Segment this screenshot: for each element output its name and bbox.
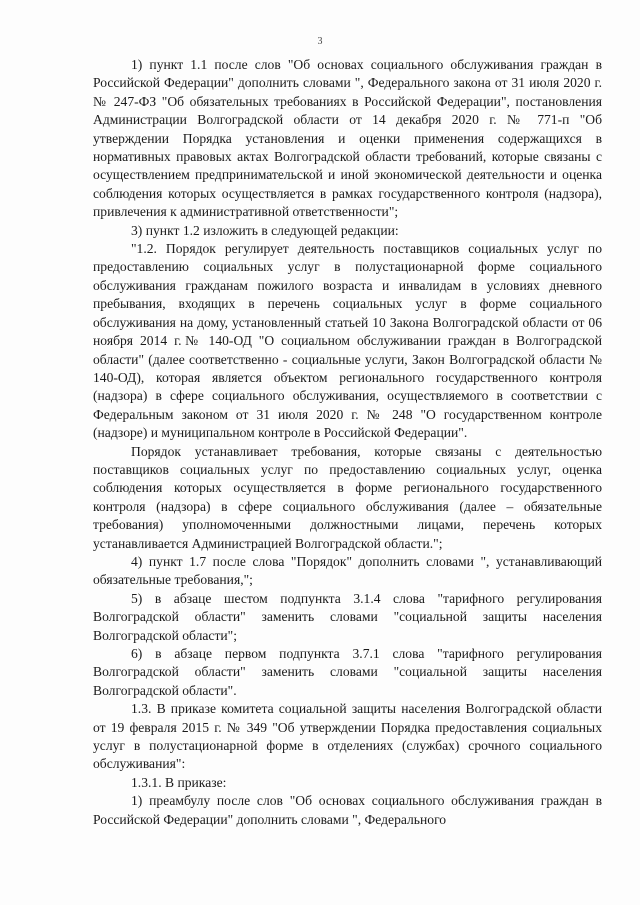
paragraph-item-3: 3) пункт 1.2 изложить в следующей редакции:: [131, 222, 399, 238]
quoted-clause-1-2: "1.2. Порядок регулирует деятельность поставщиков социальных услуг по предоставлению социальных услуг в полустационарной форме социального обслуживания гражданам пожилого возраста и инвалидам в условиях дневного пребывания, входящих в перечень социальных услуг в форме социального обслуживания на дому, установленный статьей 10 Закона Волгоградской области от 06 ноября 2014 г.№ 140-ОД "О социальном обслуживании граждан в Волгоградской области" (далее соответственно - социальные услуги, Закон Волгоградской области № 140-ОД), которая является объектом регионального государственного контроля (надзора) в сфере социального обслуживания, осуществляемого в соответствии с Федеральным законом от 31 июля 2020 г. № 248 "О государственном контроле (надзоре) и муниципальном контроле в Российской Федерации".: [93, 241, 602, 441]
paragraph-item-1-1: 1) пункт 1.1 после слов "Об основах социального обслуживания граждан в Российской Федерации" дополнить словами ", Федерального закона от 31 июля 2020 г. № 247-ФЗ "Об обязательных требованиях в Российской Федерации", постановления Администрации Волгоградской области от 14 декабря 2020 г. № 771-п "Об утверждении Порядка установления и оценки применения содержащихся в нормативных правовых актах Волгоградской области требований, которые связаны с осуществлением предпринимательской и иной экономической деятельности и оценка соблюдения которых осуществляется в рамках государственного контроля (надзора), привлечения к административной ответственности";: [93, 57, 602, 220]
paragraph-item-4: 4) пункт 1.7 после слова "Порядок" дополнить словами ", устанавливающий обязательные требования,";: [93, 553, 602, 588]
paragraph-section-1-3-1: 1.3.1. В приказе:: [131, 774, 227, 790]
page-number: 3: [317, 36, 323, 47]
paragraph-preamble-item-1: 1) преамбулу после слов "Об основах социального обслуживания граждан в Российской Федерации" дополнить словами ", Федерального: [93, 793, 602, 827]
paragraph-section-1-3: 1.3. В приказе комитета социальной защиты населения Волгоградской области от 19 февраля 2015 г. № 349 "Об утверждении Порядка предоставления социальных услуг в полустационарной форме в отделениях (службах) срочного социального обслуживания":: [93, 701, 602, 772]
document-body: [93, 56, 602, 829]
paragraph-item-5: 5) в абзаце шестом подпункта 3.1.4 слова "тарифного регулирования Волгоградской области" заменить словами "социальной защиты населения Волгоградской области";: [93, 590, 602, 643]
paragraph-requirements: Порядок устанавливает требования, которые связаны с деятельностью поставщиков социальных услуг по предоставлению социальных услуг, оценка соблюдения которых осуществляется в форме регионального государственного контроля (надзора) в сфере социального обслуживания (далее – обязательные требования) уполномоченными должностными лицами, перечень которых устанавливается Администрацией Волгоградской области.";: [93, 443, 602, 551]
paragraph-item-6: 6) в абзаце первом подпункта 3.7.1 слова "тарифного регулирования Волгоградской области" заменить словами "социальной защиты населения Волгоградской области".: [93, 646, 602, 698]
